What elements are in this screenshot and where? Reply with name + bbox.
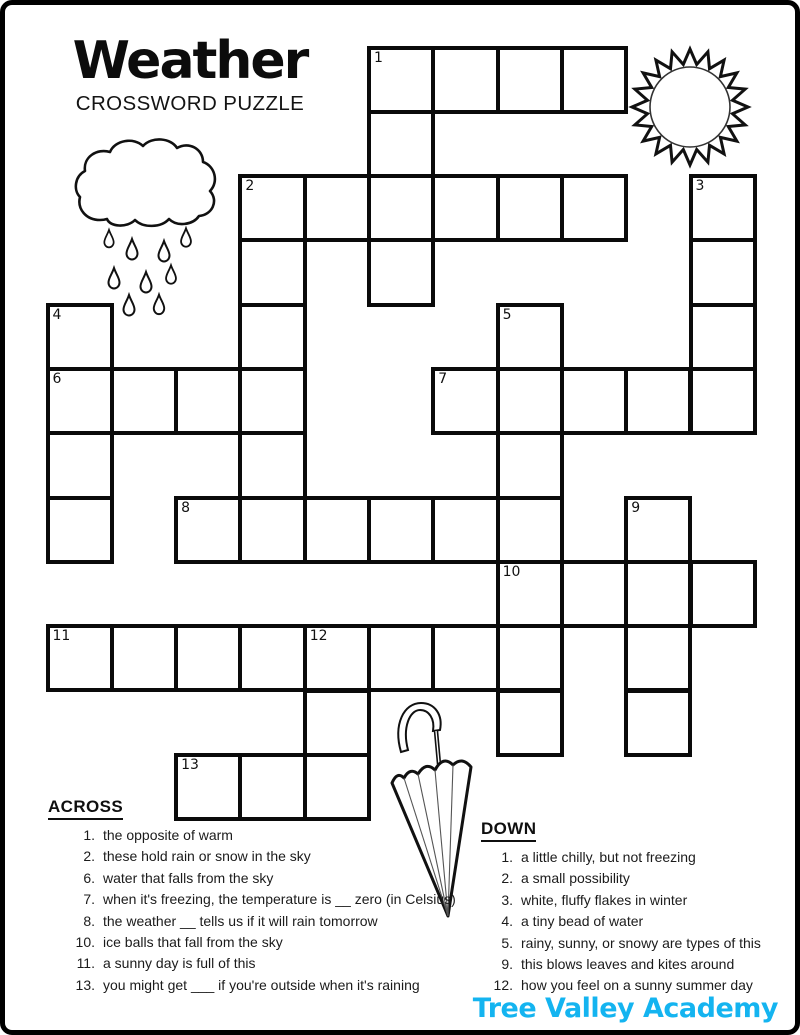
down-clue-number: 9.	[501, 956, 513, 973]
grid-cell-r2c7[interactable]	[496, 174, 564, 242]
cell-number: 11	[52, 628, 71, 645]
grid-cell-r0c7[interactable]	[496, 46, 564, 114]
grid-cell-r0c8[interactable]	[560, 46, 628, 114]
grid-cell-r5c0[interactable]	[46, 367, 114, 435]
down-clue-text: white, fluffy flakes in winter	[521, 891, 688, 908]
down-clue-number: 3.	[501, 891, 513, 908]
grid-cell-r3c5[interactable]	[367, 238, 435, 306]
across-heading: ACROSS	[48, 797, 123, 820]
cell-number: 7	[438, 371, 448, 387]
grid-cell-r5c6[interactable]	[431, 367, 499, 435]
grid-cell-r3c3[interactable]	[238, 238, 306, 306]
across-section	[48, 797, 456, 996]
across-clue	[48, 889, 456, 910]
down-clue	[481, 954, 761, 975]
across-clue-text: when it's freezing, the temperature is __ zero (in Celsius)	[103, 891, 456, 908]
grid-cell-r4c10[interactable]	[689, 303, 757, 371]
grid-cell-r5c9[interactable]	[624, 367, 692, 435]
grid-cell-r5c2[interactable]	[174, 367, 242, 435]
grid-cell-r9c7[interactable]	[496, 624, 564, 692]
cell-number: 2	[245, 178, 255, 195]
cell-number: 6	[52, 371, 62, 387]
across-clue-list	[48, 825, 456, 996]
grid-cell-r2c10[interactable]	[689, 174, 757, 242]
grid-cell-r5c7[interactable]	[496, 367, 564, 435]
grid-cell-r1c5[interactable]	[367, 110, 435, 178]
down-clue-number: 4.	[501, 913, 513, 930]
cell-number: 5	[502, 306, 512, 323]
grid-cell-r6c3[interactable]	[238, 431, 306, 499]
grid-cell-r4c7[interactable]	[496, 303, 564, 371]
across-clue-number: 8.	[83, 912, 95, 929]
across-clue-text: you might get ___ if you're outside when it's raining	[103, 976, 420, 993]
grid-cell-r5c3[interactable]	[238, 367, 306, 435]
cell-number: 10	[502, 563, 521, 580]
grid-cell-r9c6[interactable]	[431, 624, 499, 692]
cell-number: 4	[52, 306, 62, 323]
grid-cell-r10c4[interactable]	[303, 689, 371, 757]
grid-cell-r2c5[interactable]	[367, 174, 435, 242]
across-clue	[48, 932, 456, 953]
brand-logo-text: Tree Valley Academy	[472, 993, 778, 1024]
grid-cell-r7c3[interactable]	[238, 496, 306, 564]
down-clue-text: rainy, sunny, or snowy are types of this	[521, 934, 761, 951]
across-clue-text: ice balls that fall from the sky	[103, 934, 283, 951]
grid-cell-r5c10[interactable]	[689, 367, 757, 435]
grid-cell-r7c0[interactable]	[46, 496, 114, 564]
across-clue	[48, 975, 456, 996]
across-clue-number: 2.	[83, 848, 95, 865]
grid-cell-r2c3[interactable]	[238, 174, 306, 242]
grid-cell-r7c5[interactable]	[367, 496, 435, 564]
grid-cell-r7c9[interactable]	[624, 496, 692, 564]
grid-cell-r0c6[interactable]	[431, 46, 499, 114]
across-clue	[48, 825, 456, 846]
across-clue-text: these hold rain or snow in the sky	[103, 848, 311, 865]
grid-cell-r7c4[interactable]	[303, 496, 371, 564]
down-clue-number: 12.	[493, 977, 513, 994]
grid-cell-r8c9[interactable]	[624, 560, 692, 628]
down-clue	[481, 868, 761, 889]
cell-number: 8	[181, 499, 191, 516]
grid-cell-r7c7[interactable]	[496, 496, 564, 564]
grid-cell-r7c2[interactable]	[174, 496, 242, 564]
grid-cell-r9c0[interactable]	[46, 624, 114, 692]
cell-number: 13	[181, 756, 199, 773]
grid-cell-r10c7[interactable]	[496, 689, 564, 757]
grid-cell-r9c1[interactable]	[110, 624, 178, 692]
down-clue-number: 1.	[501, 849, 513, 865]
across-clue	[48, 911, 456, 932]
across-clue	[48, 868, 456, 889]
cell-number: 1	[374, 49, 383, 66]
down-clue-text: this blows leaves and kites around	[521, 956, 735, 973]
down-section	[481, 819, 761, 997]
down-clue-list	[481, 847, 761, 997]
across-clue-number: 13.	[75, 976, 95, 993]
grid-cell-r4c3[interactable]	[238, 303, 306, 371]
page-subtitle: CROSSWORD PUZZLE	[75, 91, 305, 115]
grid-cell-r5c1[interactable]	[110, 367, 178, 435]
grid-cell-r9c4[interactable]	[303, 624, 371, 692]
across-clue-number: 11.	[76, 955, 95, 972]
down-clue	[481, 890, 761, 911]
down-clue-text: a small possibility	[521, 870, 630, 887]
grid-cell-r9c3[interactable]	[238, 624, 306, 692]
cell-number: 9	[631, 499, 641, 516]
down-clue-text: a little chilly, but not freezing	[521, 849, 696, 865]
grid-cell-r6c0[interactable]	[46, 431, 114, 499]
sun-icon	[628, 45, 752, 169]
grid-cell-r2c8[interactable]	[560, 174, 628, 242]
across-clue-number: 1.	[83, 827, 95, 843]
grid-cell-r9c5[interactable]	[367, 624, 435, 692]
grid-cell-r2c6[interactable]	[431, 174, 499, 242]
grid-cell-r4c0[interactable]	[46, 303, 114, 371]
down-clue	[481, 933, 761, 954]
grid-cell-r9c9[interactable]	[624, 624, 692, 692]
grid-cell-r8c8[interactable]	[560, 560, 628, 628]
across-clue	[48, 953, 456, 974]
grid-cell-r5c8[interactable]	[560, 367, 628, 435]
page-title: Weather	[72, 31, 308, 91]
down-heading: DOWN	[481, 819, 536, 842]
across-clue-text: a sunny day is full of this	[103, 955, 256, 972]
cell-number: 12	[309, 628, 328, 645]
down-clue	[481, 847, 761, 868]
down-clue-text: a tiny bead of water	[521, 913, 644, 930]
grid-cell-r8c7[interactable]	[496, 560, 564, 628]
grid-cell-r3c10[interactable]	[689, 238, 757, 306]
down-clue-text: how you feel on a sunny summer day	[521, 977, 753, 994]
down-clue-number: 5.	[501, 934, 513, 951]
cell-number: 3	[695, 178, 705, 195]
grid-cell-r7c6[interactable]	[431, 496, 499, 564]
title-block	[68, 31, 312, 116]
across-clue	[48, 846, 456, 867]
down-clue-number: 2.	[501, 870, 513, 887]
grid-cell-r0c5[interactable]	[367, 46, 435, 114]
grid-cell-r6c7[interactable]	[496, 431, 564, 499]
across-clue-number: 10.	[75, 934, 95, 951]
grid-cell-r8c10[interactable]	[689, 560, 757, 628]
across-clue-text: the weather __ tells us if it will rain tomorrow	[103, 912, 378, 929]
down-clue	[481, 911, 761, 932]
across-clue-text: the opposite of warm	[103, 827, 233, 843]
grid-cell-r2c4[interactable]	[303, 174, 371, 242]
across-clue-number: 7.	[83, 891, 95, 908]
grid-cell-r10c9[interactable]	[624, 689, 692, 757]
grid-cell-r9c2[interactable]	[174, 624, 242, 692]
across-clue-number: 6.	[83, 869, 95, 886]
across-clue-text: water that falls from the sky	[103, 869, 274, 886]
